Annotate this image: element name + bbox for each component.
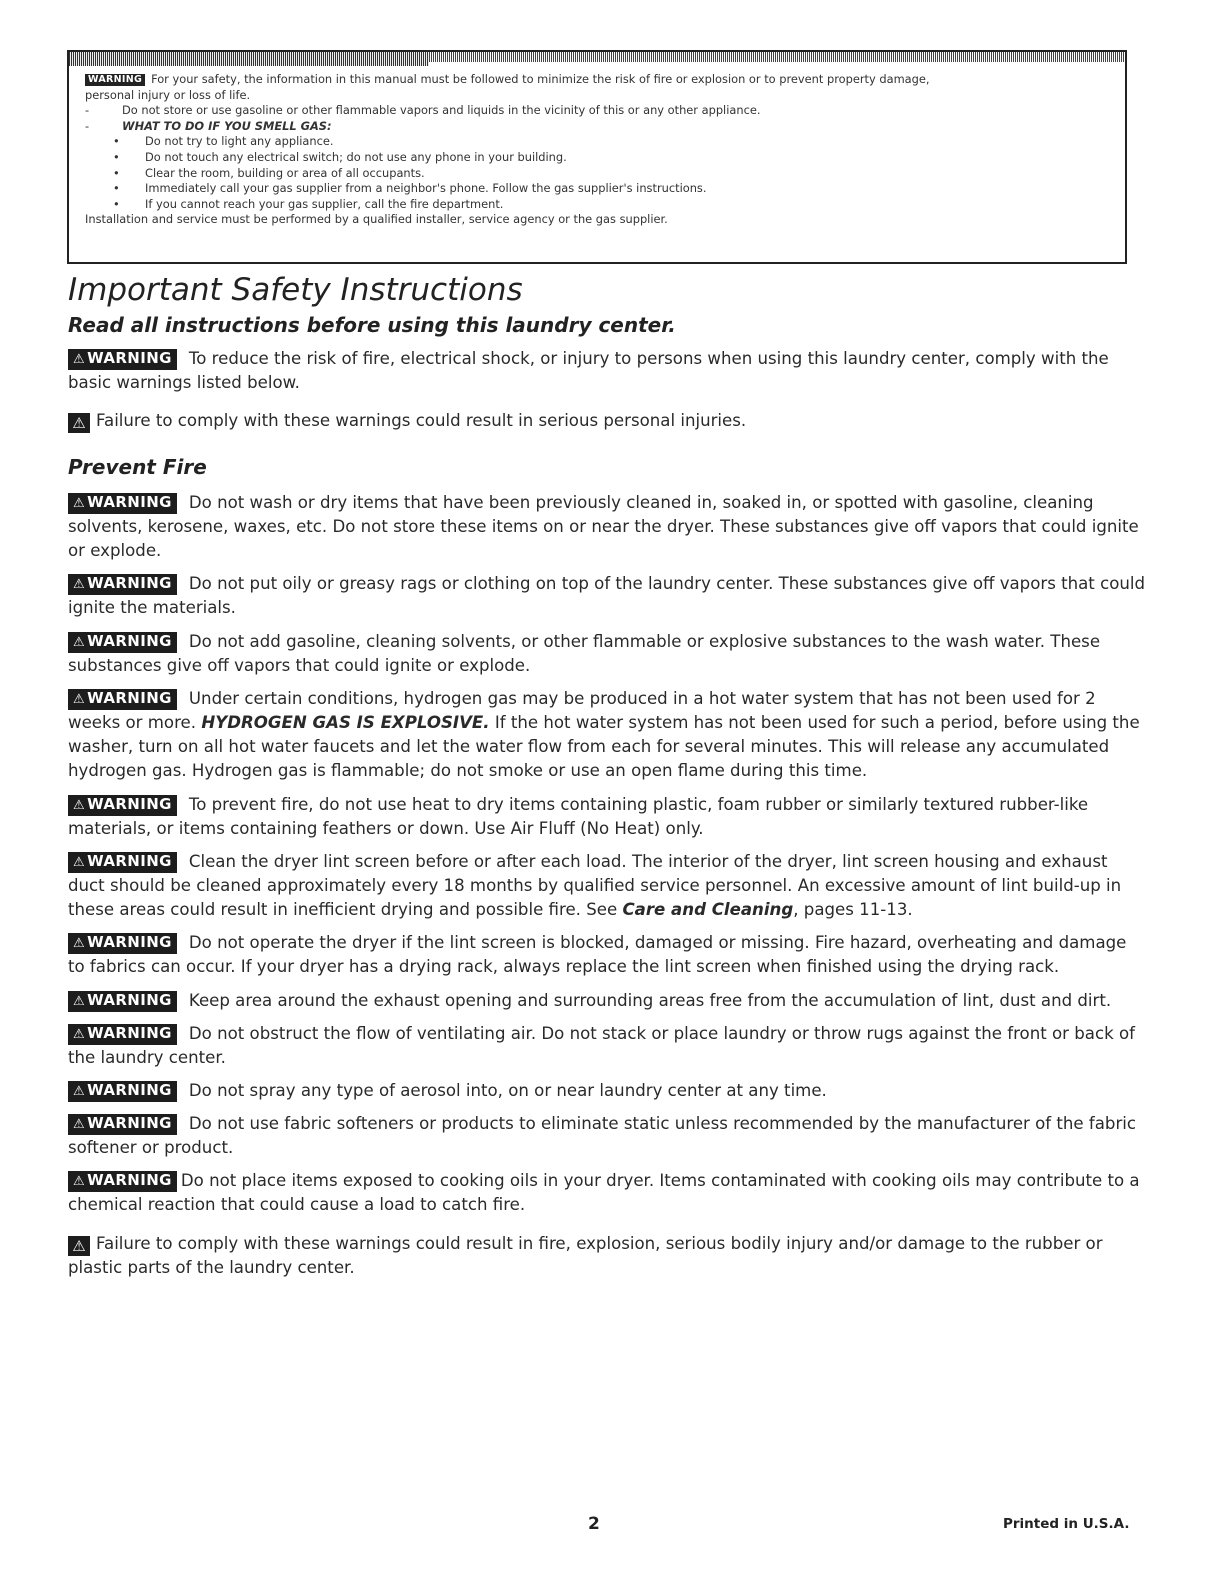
gas-footer: Installation and service must be performed by a qualified installer, service agency or the gas supplier. — [85, 212, 668, 227]
gas-bullet: • Immediately call your gas supplier from a neighbor's phone. Follow the gas supplier's instructions. — [113, 181, 707, 196]
warning-item: ⚠ WARNING Keep area around the exhaust opening and surrounding areas free from the accumulation of lint, dust and dirt. — [68, 989, 1148, 1013]
hatch-band — [69, 52, 429, 66]
warning-triangle-icon: ⚠ — [73, 936, 86, 951]
gas-warning-text — [85, 72, 1111, 228]
warning-badge: ⚠ WARNING — [68, 574, 177, 595]
warning-item: ⚠ WARNING Do not put oily or greasy rags or clothing on top of the laundry center. These substances give off vapors that could ignite the materials. — [68, 574, 1146, 617]
warning-badge: ⚠ WARNING — [68, 1024, 177, 1045]
warning-badge: ⚠ WARNING — [68, 1114, 177, 1135]
warning-triangle-icon: ⚠ — [73, 855, 86, 870]
gas-intro: For your safety, the information in this manual must be followed to minimize the risk of fire or explosion or to prevent property damage, — [151, 72, 930, 86]
intro-failure: ⚠ Failure to comply with these warnings could result in serious personal injuries. — [68, 409, 1148, 433]
warning-item: ⚠ WARNING Do not use fabric softeners or products to eliminate static unless recommended by the manufacturer of the fabric softener or product. — [68, 1114, 1137, 1157]
warning-item: ⚠ WARNING Do not add gasoline, cleaning solvents, or other flammable or explosive substances to the wash water. These substances give off vapors that could ignite or explode. — [68, 632, 1101, 675]
warning-badge: ⚠ WARNING — [68, 689, 177, 710]
warning-badge: ⚠ WARNING — [68, 933, 177, 954]
warning-badge: ⚠ WARNING — [68, 493, 177, 514]
warning-triangle-icon: ⚠ — [73, 994, 86, 1009]
warning-item: ⚠ WARNING Do not place items exposed to cooking oils in your dryer. Items contaminated with cooking oils may contribute to a chemical reaction that could cause a load to catch fire. — [68, 1171, 1140, 1214]
gas-bullet: • If you cannot reach your gas supplier, call the fire department. — [113, 196, 504, 211]
warning-triangle-icon: ⚠ — [73, 798, 86, 813]
intro-warning: ⚠ WARNING To reduce the risk of fire, electrical shock, or injury to persons when using this laundry center, comply with the basic warnings listed below. — [68, 349, 1109, 392]
page-subtitle: Read all instructions before using this laundry center. — [68, 313, 676, 337]
warning-triangle-icon: ⚠ — [73, 352, 86, 367]
page-title: Important Safety Instructions — [68, 272, 523, 308]
warning-badge: ⚠ WARNING — [68, 991, 177, 1012]
warning-item: ⚠ WARNING Do not obstruct the flow of ventilating air. Do not stack or place laundry or throw rugs against the front or back of the laundry center. — [68, 1024, 1135, 1067]
warning-triangle-icon: ⚠ — [73, 692, 86, 707]
warning-badge: ⚠ WARNING — [68, 632, 177, 653]
section-title-prevent-fire: Prevent Fire — [68, 455, 207, 479]
warning-item: ⚠ WARNING Do not wash or dry items that have been previously cleaned in, soaked in, or spotted with gasoline, cleaning solvents, kerosene, waxes, etc. Do not store these items on or near the dryer. These substances give off vapors that could ignite or explode. — [68, 493, 1139, 560]
warning-badge: ⚠ WARNING — [68, 795, 177, 816]
warning-triangle-icon: ⚠ — [73, 635, 86, 650]
gas-intro-cont: personal injury or loss of life. — [85, 87, 251, 102]
warning-badge: ⚠ WARNING — [68, 852, 177, 873]
warning-badge: ⚠ WARNING — [68, 349, 177, 370]
warning-triangle-icon: ⚠ — [73, 1084, 86, 1099]
printed-in-usa: Printed in U.S.A. — [1003, 1516, 1130, 1532]
warning-item: ⚠ WARNING Under certain conditions, hydrogen gas may be produced in a hot water system that has not been used for 2 weeks or more. HYDROGEN GAS IS EXPLOSIVE. If the hot water system has not been used for such a period, before using the washer, turn on all hot water faucets and let the water flow from each for several minutes. This will release any accumulated hydrogen gas. Hydrogen gas is flammable; do not smoke or use an open flame during this time. — [68, 689, 1140, 780]
warning-item: ⚠ WARNING To prevent fire, do not use heat to dry items containing plastic, foam rubber or similarly textured rubber-like materials, or items containing feathers or down. Use Air Fluff (No Heat) only. — [68, 795, 1089, 838]
warning-badge: ⚠ WARNING — [68, 1171, 177, 1192]
gas-warning-box — [67, 50, 1127, 264]
gas-dash-item: - Do not store or use gasoline or other flammable vapors and liquids in the vicinity of this or any other appliance. — [85, 103, 761, 118]
gas-bullet: • Do not try to light any appliance. — [113, 134, 334, 149]
warning-item: ⚠ WARNING Clean the dryer lint screen before or after each load. The interior of the dryer, lint screen housing and exhaust duct should be cleaned approximately every 18 months by qualified service personnel. An excessive amount of lint build-up in these areas could result in inefficient drying and possible fire. See Care and Cleaning, pages 11-13. — [68, 852, 1122, 919]
hydrogen-emphasis: HYDROGEN GAS IS EXPLOSIVE. — [201, 713, 490, 732]
gas-bullet: • Do not touch any electrical switch; do not use any phone in your building. — [113, 149, 567, 164]
warning-item: ⚠ WARNING Do not spray any type of aerosol into, on or near laundry center at any time. — [68, 1079, 1148, 1103]
final-failure: ⚠ Failure to comply with these warnings could result in fire, explosion, serious bodily injury and/or damage to the rubber or plastic parts of the laundry center. — [68, 1234, 1103, 1277]
warning-triangle-icon: ⚠ — [73, 1027, 86, 1042]
gas-bullet: • Clear the room, building or area of all occupants. — [113, 165, 425, 180]
warning-triangle-icon: ⚠ — [73, 577, 86, 592]
warning-triangle-icon: ⚠ — [68, 413, 90, 433]
warning-triangle-icon: ⚠ — [73, 496, 86, 511]
warning-triangle-icon: ⚠ — [68, 1236, 90, 1256]
care-cleaning-reference: Care and Cleaning — [622, 900, 794, 919]
warning-badge: ⚠ WARNING — [68, 1081, 177, 1102]
gas-warning-badge: WARNING — [85, 74, 145, 86]
warning-triangle-icon: ⚠ — [73, 1174, 86, 1189]
warning-triangle-icon: ⚠ — [73, 1117, 86, 1132]
gas-dash-item: - WHAT TO DO IF YOU SMELL GAS: — [85, 118, 332, 133]
gas-intro-line — [85, 72, 1111, 88]
page-number: 2 — [588, 1514, 600, 1534]
warning-item: ⚠ WARNING Do not operate the dryer if the lint screen is blocked, damaged or missing. Fire hazard, overheating and damage to fabrics can occur. If your dryer has a drying rack, always replace the lint screen when finished using the drying rack. — [68, 933, 1127, 976]
